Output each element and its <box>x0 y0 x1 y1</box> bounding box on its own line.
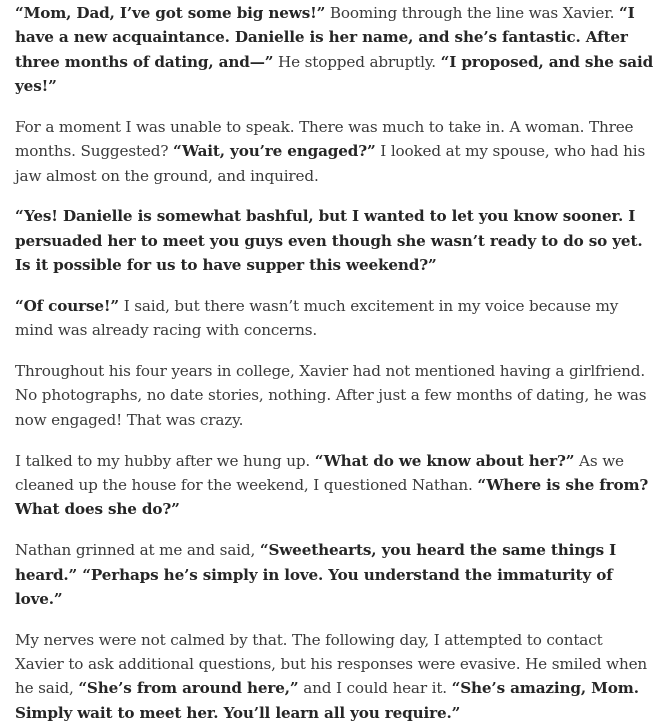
dialogue-quote: “Where is she from? What does she do?” <box>15 475 649 519</box>
paragraph <box>15 1 655 99</box>
dialogue-quote: “She’s from around here,” <box>78 679 299 698</box>
narration-text: I looked at my spouse, who had his jaw almost on the ground, and inquired. <box>15 142 646 185</box>
paragraph <box>15 294 655 343</box>
narration-text: Booming through the line was Xavier. <box>325 4 620 22</box>
dialogue-quote: “Wait, you’re engaged?” <box>173 142 376 161</box>
dialogue-quote: “Mom, Dad, I’ve got some big news!” <box>15 4 326 22</box>
narration-text: My nerves were not calmed by that. The following day, I attempted to contact Xavier to ask additional questions, but his responses were evasive. He smiled when he said, <box>15 630 648 698</box>
narration-text: and I could hear it. <box>298 679 452 698</box>
narration-text: Nathan grinned at me and said, <box>15 541 260 560</box>
narration-text: I said, but there wasn’t much excitement in my voice because my mind was already racing with concerns. <box>15 296 619 340</box>
dialogue-quote: “What do we know about her?” <box>314 451 575 470</box>
dialogue-quote: “She’s amazing, Mom. Simply wait to meet her. You’ll learn all you require.” <box>15 679 639 722</box>
dialogue-quote: “Yes! Danielle is somewhat bashful, but I wanted to let you know sooner. I persuaded her to meet you guys even though she wasn’t ready to do so yet. Is it possible for us to have supper this weekend?” <box>15 207 643 275</box>
paragraph <box>15 449 655 522</box>
dialogue-quote: “I have a new acquaintance. Danielle is her name, and she’s fantastic. After three months of dating, and—” <box>15 4 635 71</box>
narration-text: Throughout his four years in college, Xavier had not mentioned having a girlfriend. No photographs, no date stories, nothing. After just a few months of dating, he was now engaged! That was crazy. <box>15 362 647 429</box>
dialogue-quote: “I proposed, and she said yes!” <box>15 52 654 96</box>
paragraph <box>15 115 655 188</box>
narration-text: He stopped abruptly. <box>273 52 441 71</box>
dialogue-quote: “Sweethearts, you heard the same things I heard.” “Perhaps he’s simply in love. You understand the immaturity of love.” <box>15 541 617 608</box>
paragraph <box>15 359 655 432</box>
narration-text: For a moment I was unable to speak. There was much to take in. A woman. Three months. Suggested? <box>15 117 634 161</box>
dialogue-quote: “Of course!” <box>15 296 120 315</box>
narration-text: I talked to my hubby after we hung up. <box>15 451 315 470</box>
paragraph <box>15 538 655 611</box>
paragraph <box>15 204 655 277</box>
narration-text: As we cleaned up the house for the weekend, I questioned Nathan. <box>15 451 624 494</box>
paragraph <box>15 628 655 725</box>
